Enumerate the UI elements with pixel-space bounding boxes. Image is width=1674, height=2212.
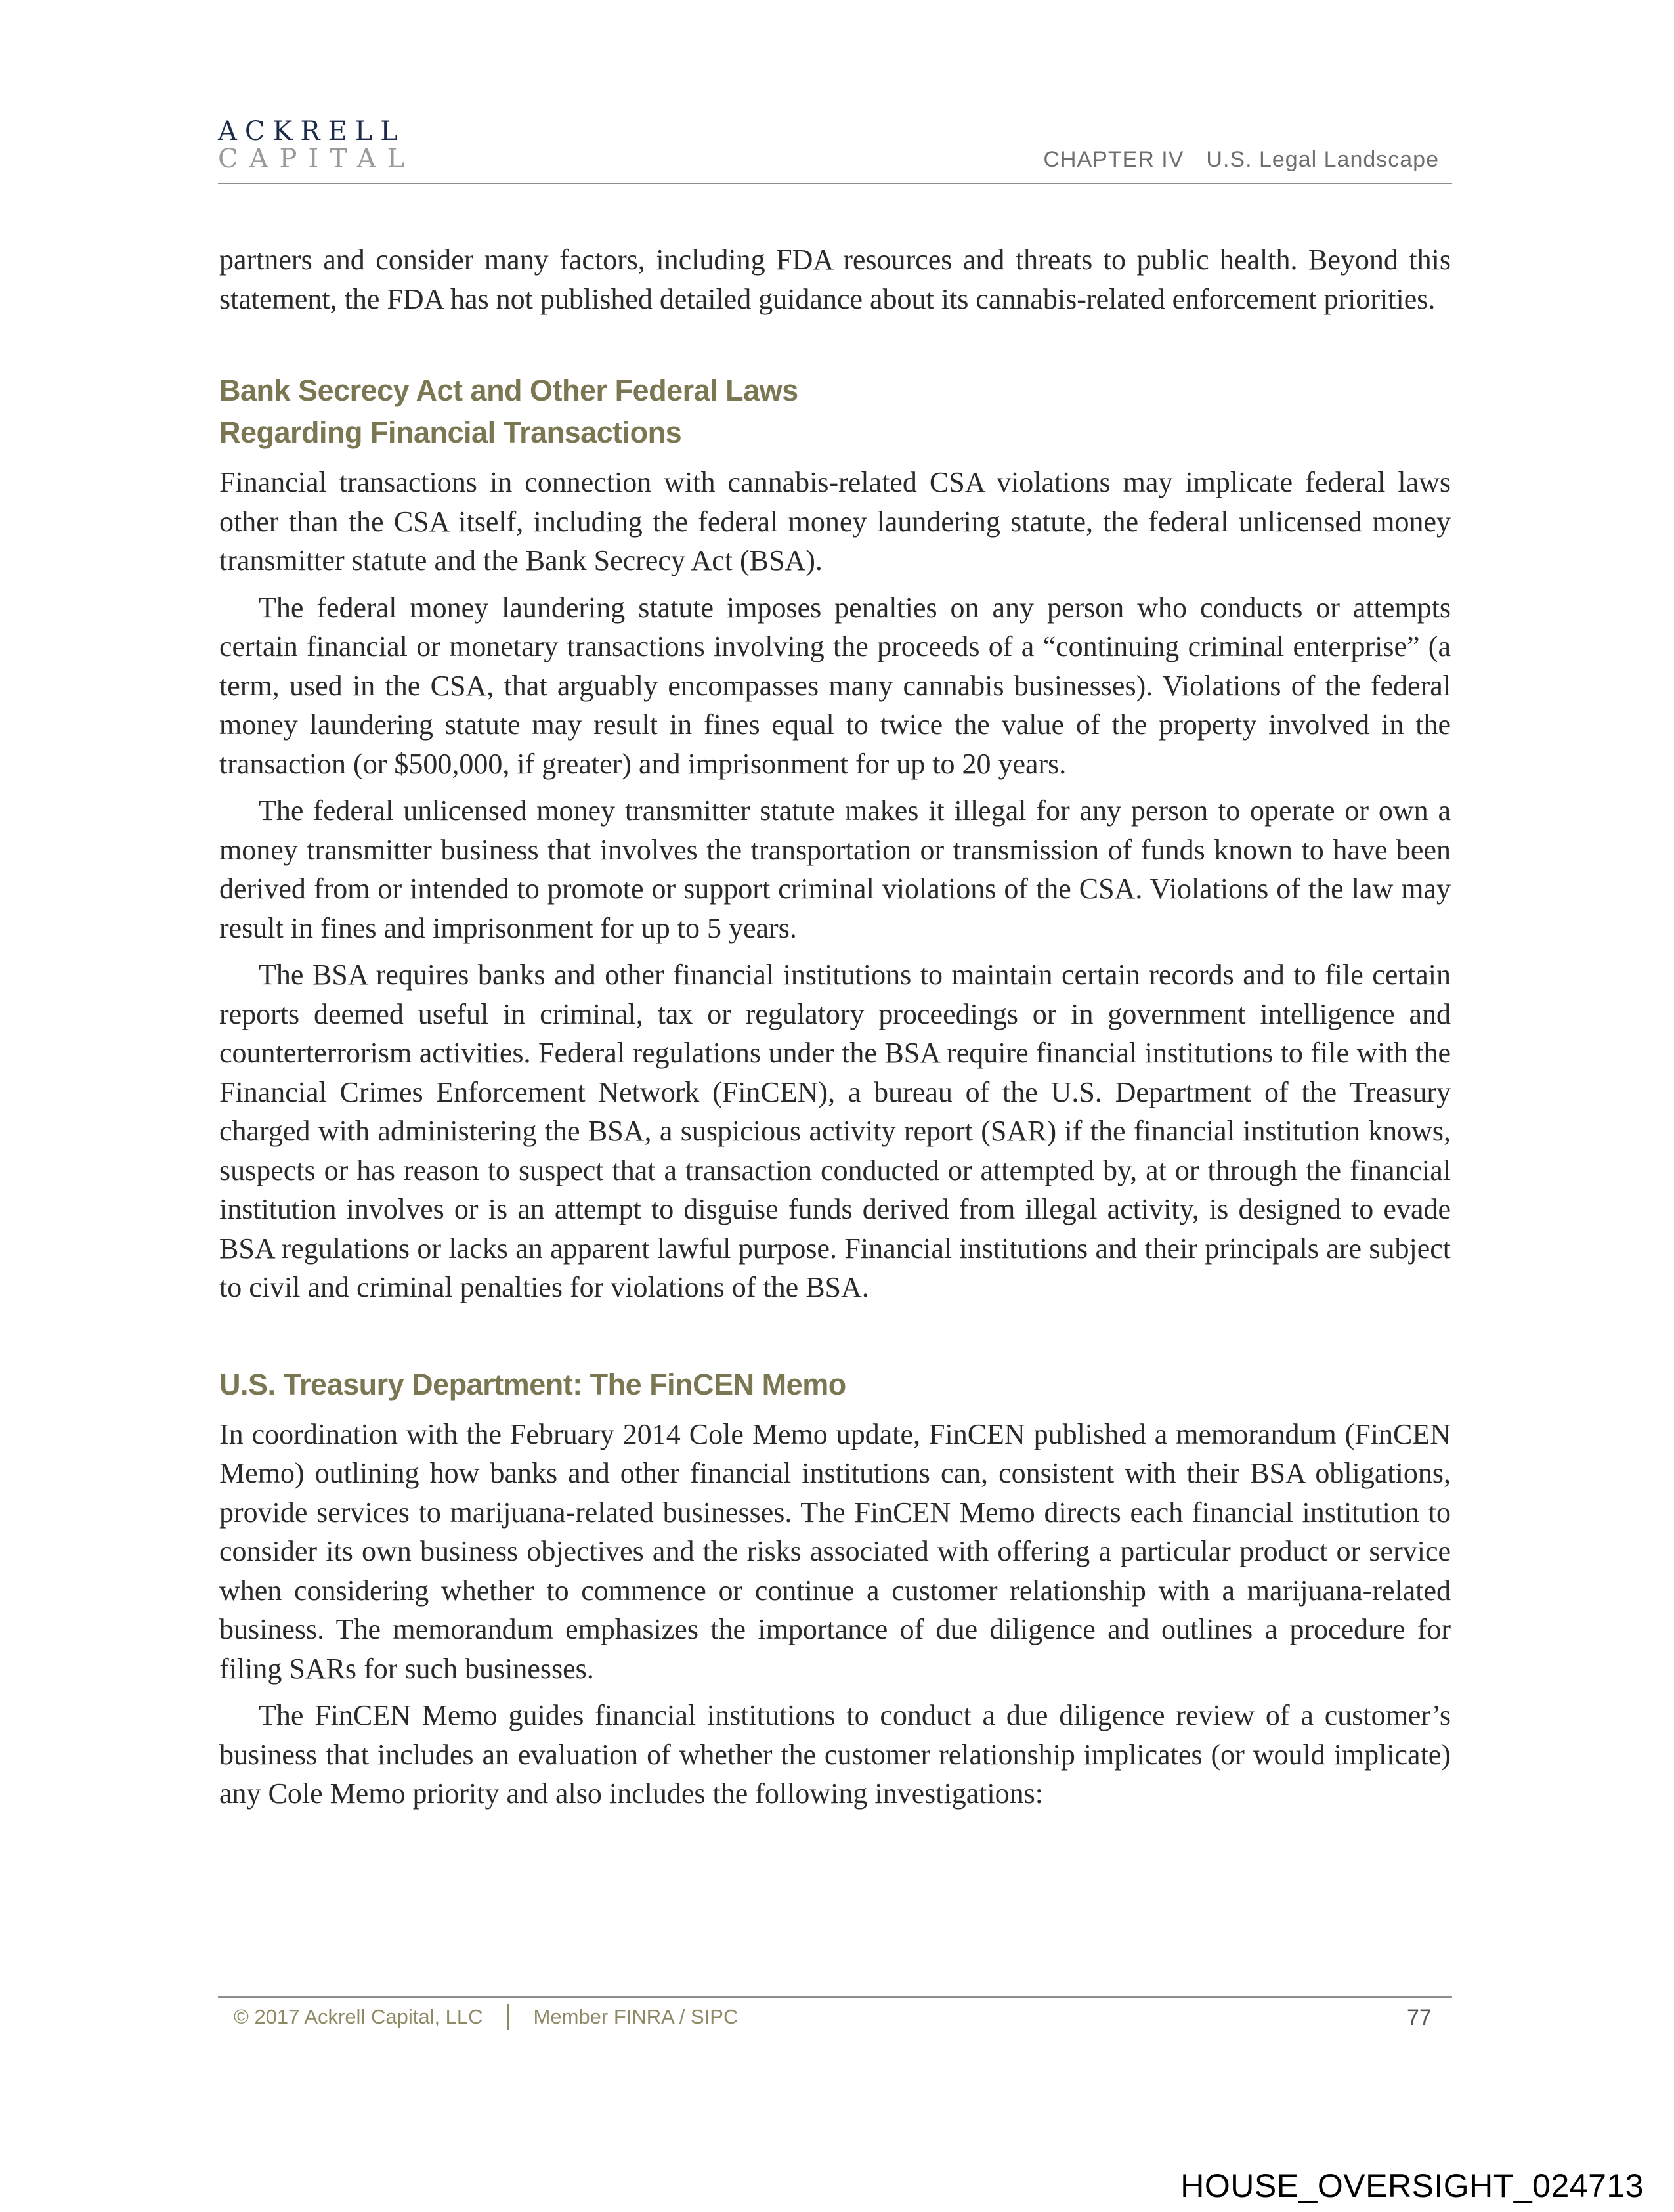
footer-separator [507, 2004, 509, 2030]
paragraph: The federal unlicensed money transmitter statute makes it illegal for any person to operate or own a money transmitter business that involves the transportation or transmission of funds known to have been derived from or intended to promote or support criminal violations of the CSA. Violations of the law may result in fines and imprisonment for up to 5 years. [219, 794, 1451, 944]
company-logo [218, 118, 416, 172]
paragraph: Financial transactions in connection with cannabis-related CSA violations may implicate federal laws other than the CSA itself, including the federal money laundering statute, the federal unlicensed money transmitter statute and the Bank Secrecy Act (BSA). [219, 466, 1451, 576]
paragraph: In coordination with the February 2014 Cole Memo update, FinCEN published a memorandum (FinCEN Memo) outlining how banks and other financial institutions can, consistent with their BSA obligations, provide services to marijuana-related businesses. The FinCEN Memo directs each financial institution to consider its own business objectives and the risks associated with offering a particular product or service when considering whether to commence or continue a customer relationship with a marijuana-related business. The memorandum emphasizes the importance of due diligence and outlines a procedure for filing SARs for such businesses. [219, 1418, 1451, 1685]
copyright-text: © 2017 Ackrell Capital, LLC [234, 2005, 483, 2029]
running-header [1043, 147, 1439, 173]
chapter-number: CHAPTER IV [1043, 147, 1184, 172]
section-heading-bsa [219, 370, 1451, 454]
section-spacer [219, 1315, 1451, 1364]
membership-text: Member FINRA / SIPC [533, 2005, 739, 2029]
heading-line-2: Regarding Financial Transactions [219, 416, 682, 449]
section-heading-fincen: U.S. Treasury Department: The FinCEN Memo [219, 1367, 846, 1401]
logo-line-ackrell: ACKRELL [218, 116, 406, 146]
paragraph: The BSA requires banks and other financial institutions to maintain certain records and to file certain reports deemed useful in criminal, tax or regulatory proceedings or in government intelligence and counterterrorism activities. Federal regulations under the BSA require financial institutions to file with the Financial Crimes Enforcement Network (FinCEN), a bureau of the U.S. Department of the Treasury charged with administering the BSA, a suspicious activity report (SAR) if the financial institution knows, suspects or has reason to suspect that a transaction conducted or attempted by, at or through the financial institution involves or is an attempt to disguise funds derived from illegal activity, is designed to evade BSA regulations or lacks an apparent lawful purpose. Financial institutions and their principals are subject to civil and criminal penalties for violations of the BSA. [219, 959, 1451, 1303]
paragraph: The federal money laundering statute imposes penalties on any person who conducts or attempts certain financial or monetary transactions involving the proceeds of a “continuing criminal enterprise” (a term, used in the CSA, that arguably encompasses many cannabis businesses). Violations of the federal money laundering statute may result in fines equal to twice the value of the property involved in the transaction (or $500,000, if greater) and imprisonment for up to 20 years. [219, 591, 1451, 780]
logo-line-capital: CAPITAL [218, 144, 416, 174]
page-body [219, 240, 1451, 1821]
heading-line-1: Bank Secrecy Act and Other Federal Laws [219, 374, 798, 407]
footer-divider [218, 1996, 1452, 1998]
intro-paragraph: partners and consider many factors, including FDA resources and threats to public health. Beyond this statement, the FDA has not published detailed guidance about its cannabis-related enforcement priorities. [219, 244, 1451, 315]
footer-info [234, 2005, 738, 2031]
bates-stamp: HOUSE_OVERSIGHT_024713 [1180, 2167, 1644, 2204]
header-divider [218, 183, 1452, 184]
chapter-title: U.S. Legal Landscape [1206, 147, 1439, 172]
paragraph: The FinCEN Memo guides financial institutions to conduct a due diligence review of a customer’s business that includes an evaluation of whether the customer relationship implicates (or would implicate) any Cole Memo priority and also includes the following investigations: [219, 1699, 1451, 1810]
section-spacer [219, 326, 1451, 370]
page-number: 77 [1407, 2005, 1432, 2030]
